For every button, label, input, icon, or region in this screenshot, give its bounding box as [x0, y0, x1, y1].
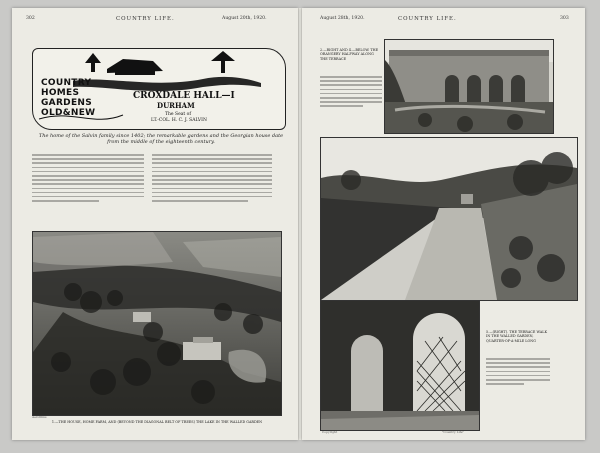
aerial-photo-image — [33, 232, 281, 415]
left-text-column-1 — [32, 154, 144, 204]
terrace-photo — [320, 137, 578, 301]
masthead-word-homes: HOMES — [41, 88, 80, 98]
right-page — [302, 8, 585, 440]
left-page-number: 302 — [26, 16, 35, 21]
orangery-text — [320, 76, 382, 110]
masthead-word-country: COUNTRY — [41, 78, 92, 88]
archway-photo — [320, 300, 480, 431]
right-running-title: COUNTRY LIFE. — [398, 16, 457, 22]
right-date: August 28th, 1920. — [320, 16, 365, 21]
aerial-photo — [32, 231, 282, 416]
seat-line: The Seat of — [165, 112, 192, 117]
masthead-word-old-new: OLD&NEW — [41, 108, 96, 118]
orangery-caption: 2.—RIGHT AND 4.—BELOW. THE ORANGERY HALFWAY ALONG THE TERRACE — [320, 48, 379, 61]
article-title: CROXDALE HALL—I — [133, 91, 235, 101]
archway-photo-credit: Copyright — [322, 430, 338, 434]
archway-photo-credit-2: "Country Life" — [442, 430, 464, 434]
masthead-cartouche — [32, 48, 286, 130]
masthead-word-gardens: GARDENS — [41, 98, 93, 108]
article-intro: The home of the Salvin family since 1402; the remarkable gardens and the Georgian house date from the middle of the eighteenth century. — [38, 133, 284, 146]
left-text-column-2 — [152, 154, 272, 204]
aerial-photo-credit: Aerofilms — [32, 415, 47, 419]
left-page — [12, 8, 298, 440]
terrace-walk-caption: 5.—(RIGHT). THE TERRACE WALK IN THE WALLED GARDEN, QUARTER-OF-A-MILE LONG — [486, 330, 548, 343]
terrace-photo-image — [321, 138, 577, 300]
aerial-photo-caption: 1.—THE HOUSE, HOME FARM, AND (BEYOND THE DIAGONAL BELT OF TREES) THE LAKE IN THE WALLED GARDEN — [51, 420, 263, 424]
article-location: DURHAM — [157, 101, 195, 110]
right-page-number: 303 — [560, 16, 569, 21]
owner-line: LT.-COL. H. C. J. SALVIN — [151, 118, 207, 123]
left-running-title: COUNTRY LIFE. — [116, 16, 175, 22]
orangery-photo-image — [385, 40, 553, 133]
terrace-walk-text — [486, 358, 550, 387]
archway-photo-image — [321, 301, 479, 430]
orangery-photo — [384, 39, 554, 134]
left-date: August 20th, 1920. — [222, 16, 267, 21]
